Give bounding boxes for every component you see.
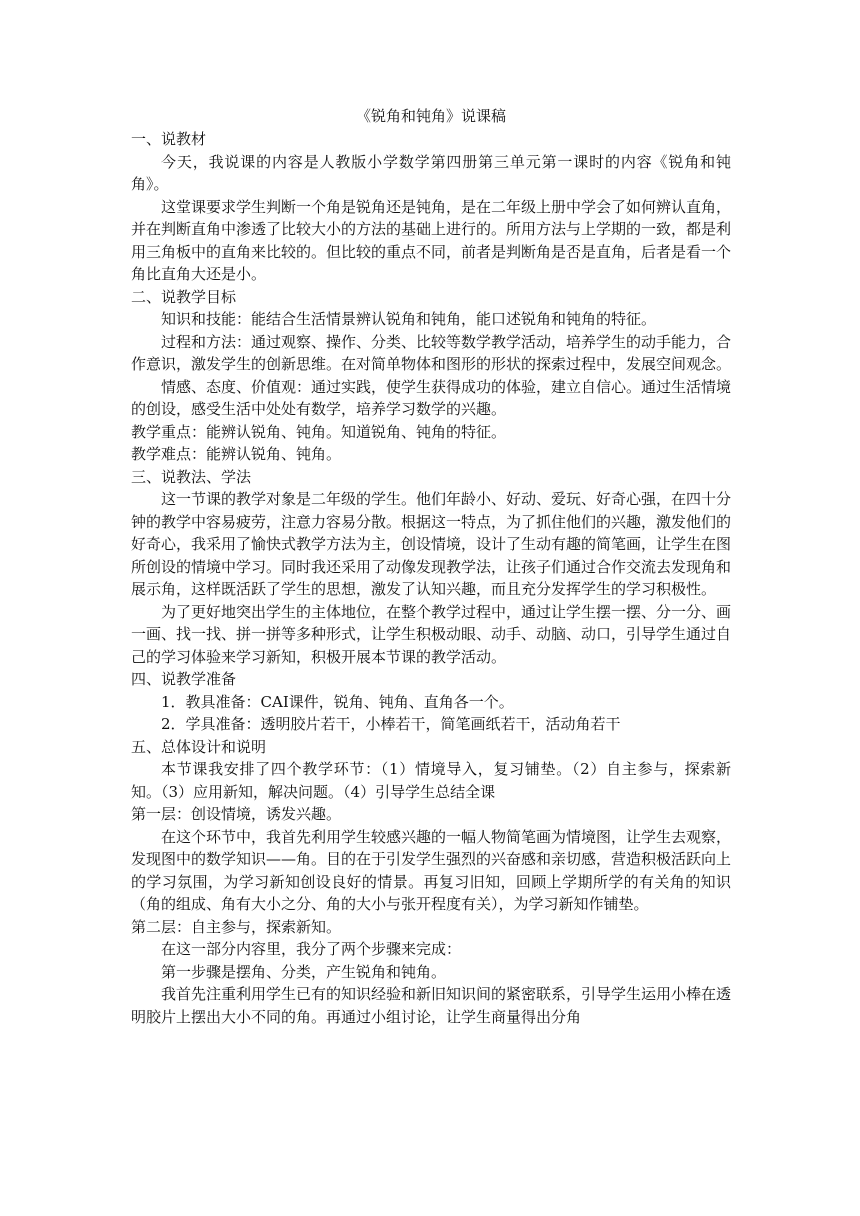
- label-line: 第二层：自主参与，探索新知。: [131, 917, 342, 936]
- section-heading: 四、说教学准备: [131, 670, 237, 688]
- section-heading: 三、说教法、学法: [131, 467, 252, 486]
- paragraph: 这堂课要求学生判断一个角是锐角还是钝角，是在二年级上册中学会了如何辨认直角，并在判断直角中渗透了比较大小的方法的基础上进行的。所用方法与上学期的一致，都是利用三角板中的直角来比较的。但比较的重点不同，前者是判断角是否是直角，后者是看一个角比直角大还是小。: [131, 197, 732, 283]
- paragraph: 在这一部分内容里，我分了两个步骤来完成：: [161, 940, 462, 958]
- paragraph: 情感、态度、价值观：通过实践，使学生获得成功的体验，建立自信心。通过生活情境的创设，感受生活中处处有数学，培养学习数学的兴趣。: [131, 377, 732, 418]
- paragraph: 第一步骤是摆角、分类，产生锐角和钝角。: [161, 962, 447, 981]
- paragraph: 2．学具准备：透明胶片若干，小棒若干，简笔画纸若干，活动角若干: [161, 715, 621, 733]
- paragraph: 知识和技能：能结合生活情景辨认锐角和钝角，能口述锐角和钝角的特征。: [161, 310, 657, 328]
- paragraph: 本节课我安排了四个教学环节：（1）情境导入，复习铺垫。（2）自主参与，探索新知。（3）应用新知，解决问题。（4）引导学生总结全课: [131, 760, 731, 801]
- paragraph: 过程和方法：通过观察、操作、分类、比较等数学教学活动，培养学生的动手能力，合作意识，激发学生的创新思维。在对简单物体和图形的形状的探索过程中，发展空间观念。: [131, 332, 732, 373]
- paragraph: 今天，我说课的内容是人教版小学数学第四册第三单元第一课时的内容《锐角和钝角》。: [131, 152, 731, 193]
- paragraph: 1．教具准备：CAI课件，锐角、钝角、直角各一个。: [161, 692, 514, 711]
- section-heading: 一、说教材: [131, 130, 207, 148]
- section-heading: 五、总体设计和说明: [131, 737, 267, 756]
- document-title: 《锐角和钝角》说课稿: [355, 107, 506, 125]
- section-heading: 二、说教学目标: [131, 287, 237, 306]
- document-body: [131, 128, 731, 1028]
- label-line: 教学难点：能辨认锐角、钝角。: [131, 445, 342, 463]
- paragraph: 为了更好地突出学生的主体地位，在整个教学过程中，通过让学生摆一摆、分一分、画一画、找一找、拼一拼等多种形式，让学生积极动眼、动手、动脑、动口，引导学生通过自己的学习体验来学习新知，积极开展本节课的教学活动。: [131, 602, 732, 666]
- document-page: [131, 104, 731, 1028]
- paragraph: 这一节课的教学对象是二年级的学生。他们年龄小、好动、爱玩、好奇心强，在四十分钟的教学中容易疲劳，注意力容易分散。根据这一特点，为了抓住他们的兴趣，激发他们的好奇心，我采用了愉快式教学方法为主，创设情境，设计了生动有趣的简笔画，让学生在图所创设的情境中学习。同时我还采用了动像发现教学法，让孩子们通过合作交流去发现角和展示角，这样既活跃了学生的思想，激发了认知兴趣，而且充分发挥学生的学习积极性。: [131, 490, 732, 598]
- paragraph: 在这个环节中，我首先利用学生较感兴趣的一幅人物简笔画为情境图，让学生去观察，发现图中的数学知识——角。目的在于引发学生强烈的兴奋感和亲切感，营造积极活跃向上的学习氛围，为学习新知创设良好的情景。再复习旧知，回顾上学期所学的有关角的知识（角的组成、角有大小之分、角的大小与张开程度有关），为学习新知作铺垫。: [131, 827, 732, 913]
- label-line: 教学重点：能辨认锐角、钝角。知道锐角、钝角的特征。: [131, 422, 507, 441]
- paragraph: 我首先注重利用学生已有的知识经验和新旧知识间的紧密联系，引导学生运用小棒在透明胶片上摆出大小不同的角。再通过小组讨论，让学生商量得出分角: [131, 985, 732, 1026]
- label-line: 第一层：创设情境，诱发兴趣。: [131, 805, 342, 823]
